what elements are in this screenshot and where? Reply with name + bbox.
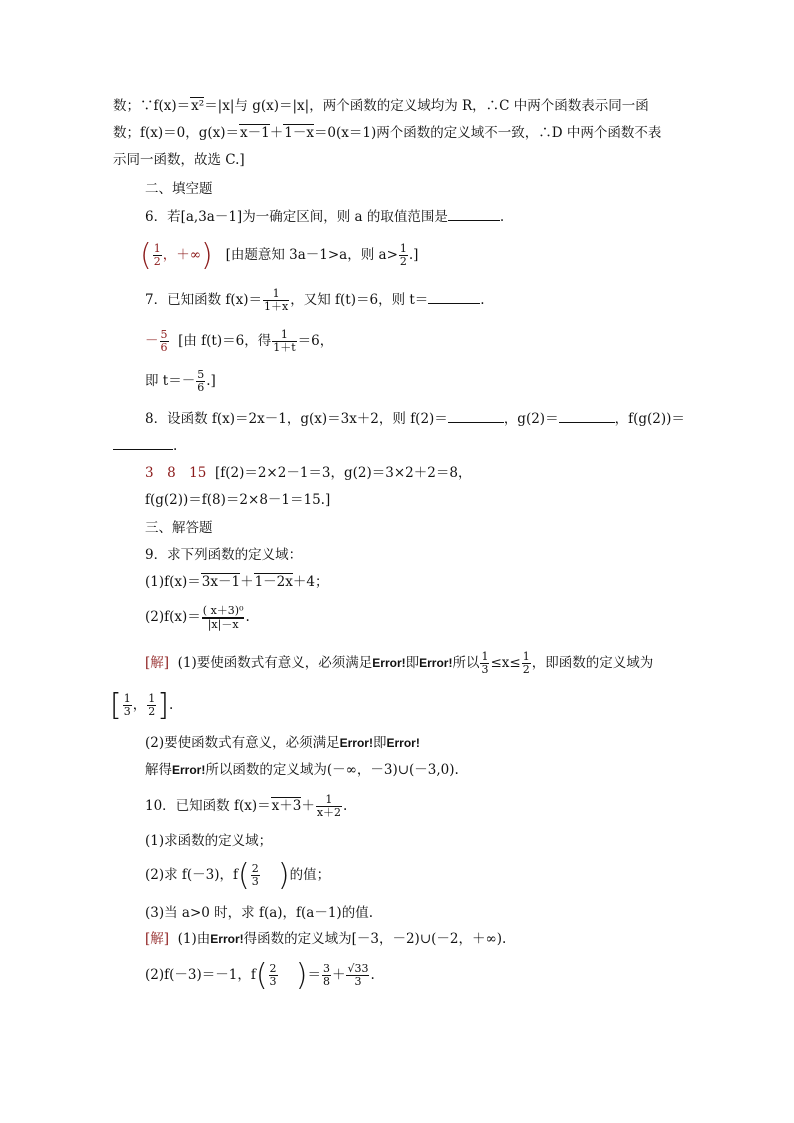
answer-7-continued xyxy=(145,366,216,396)
sqrt-expression: 1－x xyxy=(284,125,314,141)
answer-blank xyxy=(113,437,173,450)
answer-value: 3 8 15 xyxy=(145,465,207,481)
text-line-3: 示同一函数，故选 C.] xyxy=(113,152,245,168)
text-segment: .] xyxy=(206,373,216,389)
text-segment: 解得 xyxy=(145,762,172,778)
numerator: √33 xyxy=(347,962,369,975)
denominator: 2 xyxy=(522,663,530,676)
close-bracket: ] xyxy=(157,687,169,723)
fraction xyxy=(316,794,342,819)
explanation-text: [由 f(t)＝6，得 xyxy=(178,333,272,349)
denominator: 2 xyxy=(153,255,161,268)
error-marker: Error! xyxy=(339,736,373,750)
error-marker: Error! xyxy=(419,656,453,670)
denominator: |x|－x xyxy=(202,618,245,631)
answer-6 xyxy=(140,238,418,272)
question-10 xyxy=(145,790,347,822)
operator: ＋ xyxy=(240,574,254,590)
text-segment: . xyxy=(499,209,505,225)
answer-blank xyxy=(448,208,500,221)
denominator: 8 xyxy=(322,975,330,988)
fraction xyxy=(322,963,331,988)
numerator: 2 xyxy=(269,962,277,975)
close-paren: ) xyxy=(295,957,308,993)
fraction xyxy=(251,863,260,888)
answer-9-part-1 xyxy=(145,648,653,678)
text-segment: 的值； xyxy=(289,867,331,883)
numerator: 1 xyxy=(522,650,530,663)
text-segment: . xyxy=(370,967,375,983)
answer-10-part-1 xyxy=(145,930,506,948)
error-marker: Error! xyxy=(372,656,406,670)
sqrt-expression: 3x－1 xyxy=(201,574,241,590)
minus-sign: － xyxy=(145,333,159,349)
denominator: 3 xyxy=(481,663,489,676)
question-text: 7．已知函数 f(x)＝ xyxy=(145,292,263,308)
answer-blank xyxy=(428,291,480,304)
operator: ＋ xyxy=(301,798,315,814)
error-marker: Error! xyxy=(172,763,206,777)
question-8-continued xyxy=(113,437,177,455)
question-10-part-2 xyxy=(145,858,330,892)
text-segment: .] xyxy=(408,247,419,263)
text-segment: (1)要使函数式有意义，必须满足 xyxy=(177,655,373,671)
text-segment: . xyxy=(168,697,174,713)
denominator: 3 xyxy=(123,705,131,718)
answer-7 xyxy=(145,326,333,356)
sqrt-expression: x－1 xyxy=(240,125,270,141)
section-heading: 三、解答题 xyxy=(145,520,213,536)
fraction xyxy=(522,651,531,676)
numerator: 1 xyxy=(272,329,296,342)
text-segment: . xyxy=(480,292,485,308)
question-text: 10．已知函数 f(x)＝ xyxy=(145,798,271,814)
text-segment: ，＋∞ xyxy=(162,247,201,263)
denominator: 1＋t xyxy=(273,341,296,354)
text-segment: 数；f(x)＝0，g(x)＝ xyxy=(113,125,240,141)
fraction xyxy=(399,243,408,268)
text-segment: 即 xyxy=(405,655,420,671)
sqrt-expression: x² xyxy=(191,98,205,114)
open-bracket: [ xyxy=(110,687,122,723)
fraction xyxy=(123,693,132,718)
numerator: 1 xyxy=(263,288,289,301)
text-segment: . xyxy=(245,609,250,625)
text-segment: ＝|x|与 g(x)＝|x|，两个函数的定义域均为 R，∴C 中两个函数表示同一函 xyxy=(204,98,649,114)
text-segment: 所以 xyxy=(452,655,480,671)
text-segment: 即 xyxy=(372,735,387,751)
fraction xyxy=(147,693,156,718)
error-marker: Error! xyxy=(386,736,420,750)
text-segment: ≤x≤ xyxy=(490,655,521,671)
text-segment: (2)要使函数式有意义，必须满足 xyxy=(145,735,340,751)
text-segment: . xyxy=(343,798,348,814)
text-line-2 xyxy=(113,124,661,142)
text-segment: (1)由 xyxy=(177,931,211,947)
denominator: 6 xyxy=(197,381,205,394)
numerator: 5 xyxy=(197,368,205,381)
question-text: 8．设函数 f(x)＝2x－1，g(x)＝3x＋2，则 f(2)＝ xyxy=(145,411,448,427)
text-segment: ，又知 f(t)＝6，则 t＝ xyxy=(290,292,429,308)
fraction xyxy=(346,963,369,988)
operator: ＋ xyxy=(269,125,284,141)
answer-9-part-2-continued xyxy=(145,761,459,779)
answer-9-part-2 xyxy=(145,734,420,752)
numerator: 1 xyxy=(153,242,161,255)
question-9-part-2 xyxy=(145,600,250,634)
close-bracket: ) xyxy=(200,237,213,273)
explanation-text: [f(2)＝2×2－1＝3，g(2)＝3×2＋2＝8， xyxy=(214,465,472,481)
question-9: 9．求下列函数的定义域： xyxy=(145,547,303,563)
text-segment: (2)f(x)＝ xyxy=(145,609,201,625)
denominator: 1＋x xyxy=(264,300,289,313)
fraction xyxy=(202,605,245,631)
denominator: 2 xyxy=(148,705,156,718)
sqrt-expression: x＋3 xyxy=(271,798,302,814)
text-segment: ＋4； xyxy=(292,574,329,590)
text-segment: ＝0(x＝1)两个函数的定义域不一致，∴D 中两个函数不表 xyxy=(313,125,662,141)
text-segment: ，f(g(2))＝ xyxy=(614,411,685,427)
question-8 xyxy=(145,410,685,428)
fraction xyxy=(269,963,278,988)
fraction xyxy=(272,329,296,354)
error-marker: Error! xyxy=(210,932,244,946)
text-segment: 得函数的定义域为[－3，－2)∪(－2，＋∞). xyxy=(243,931,507,947)
answer-value xyxy=(145,328,170,354)
fraction xyxy=(153,243,162,268)
open-paren: ( xyxy=(238,857,250,893)
denominator: 2 xyxy=(399,255,407,268)
text-segment: (2)f(－3)＝－1，f xyxy=(145,967,256,983)
question-10-part-3: (3)当 a>0 时，求 f(a)，f(a－1)的值. xyxy=(145,905,373,921)
text-segment: ，g(2)＝ xyxy=(503,411,559,427)
answer-value xyxy=(140,237,217,273)
question-10-part-1: (1)求函数的定义域； xyxy=(145,833,273,849)
text-line-1 xyxy=(113,97,649,115)
text-segment: 即 t＝－ xyxy=(145,373,196,389)
denominator: 3 xyxy=(354,975,362,988)
numerator: 1 xyxy=(123,692,131,705)
answer-blank xyxy=(559,410,615,423)
question-6 xyxy=(145,208,504,226)
numerator: 1 xyxy=(481,650,489,663)
numerator: 1 xyxy=(399,242,407,255)
text-segment: ， xyxy=(132,697,147,713)
text-segment: 所以函数的定义域为(－∞，－3)∪(－3,0). xyxy=(205,762,459,778)
denominator: 3 xyxy=(251,875,259,888)
question-text: 6．若[a,3a－1]为一确定区间，则 a 的取值范围是 xyxy=(145,209,448,225)
text-segment: 数；∵f(x)＝ xyxy=(113,98,191,114)
solution-tag: [解] xyxy=(145,931,170,947)
operator: ＋ xyxy=(331,967,346,983)
fraction xyxy=(196,369,205,394)
fraction xyxy=(160,329,169,354)
section-heading: 二、填空题 xyxy=(145,181,213,197)
denominator: 6 xyxy=(160,341,168,354)
text-segment: ＝6， xyxy=(297,333,334,349)
text-segment: ，即函数的定义域为 xyxy=(531,655,654,671)
answer-8-continued: f(g(2))＝f(8)＝2×8－1＝15.] xyxy=(145,492,331,508)
numerator: 5 xyxy=(160,328,168,341)
answer-8 xyxy=(145,464,471,482)
numerator: ( x＋3)⁰ xyxy=(202,603,244,617)
answer-blank xyxy=(448,410,504,423)
numerator: 2 xyxy=(251,862,259,875)
close-paren: ) xyxy=(277,857,290,893)
text-segment: (1)f(x)＝ xyxy=(145,574,201,590)
explanation-text: [由题意知 3a－1>a，则 a> xyxy=(225,247,398,263)
fraction xyxy=(263,288,289,313)
answer-9-part-1-continued xyxy=(110,688,173,722)
denominator: 3 xyxy=(269,975,277,988)
solution-tag: [解] xyxy=(145,655,170,671)
answer-10-part-2 xyxy=(145,958,375,992)
question-7 xyxy=(145,285,485,315)
denominator: x＋2 xyxy=(316,806,342,819)
numerator: 1 xyxy=(316,794,342,807)
question-9-part-1 xyxy=(145,573,328,591)
text-segment: (2)求 f(－3)，f xyxy=(145,867,239,883)
numerator: 3 xyxy=(322,962,330,975)
numerator: 1 xyxy=(148,692,156,705)
open-paren: ( xyxy=(255,957,268,993)
open-bracket: ( xyxy=(140,237,152,273)
sqrt-expression: 1－2x xyxy=(254,574,293,590)
fraction xyxy=(480,651,489,676)
text-segment: . xyxy=(173,438,178,454)
operator: ＝ xyxy=(307,967,321,983)
